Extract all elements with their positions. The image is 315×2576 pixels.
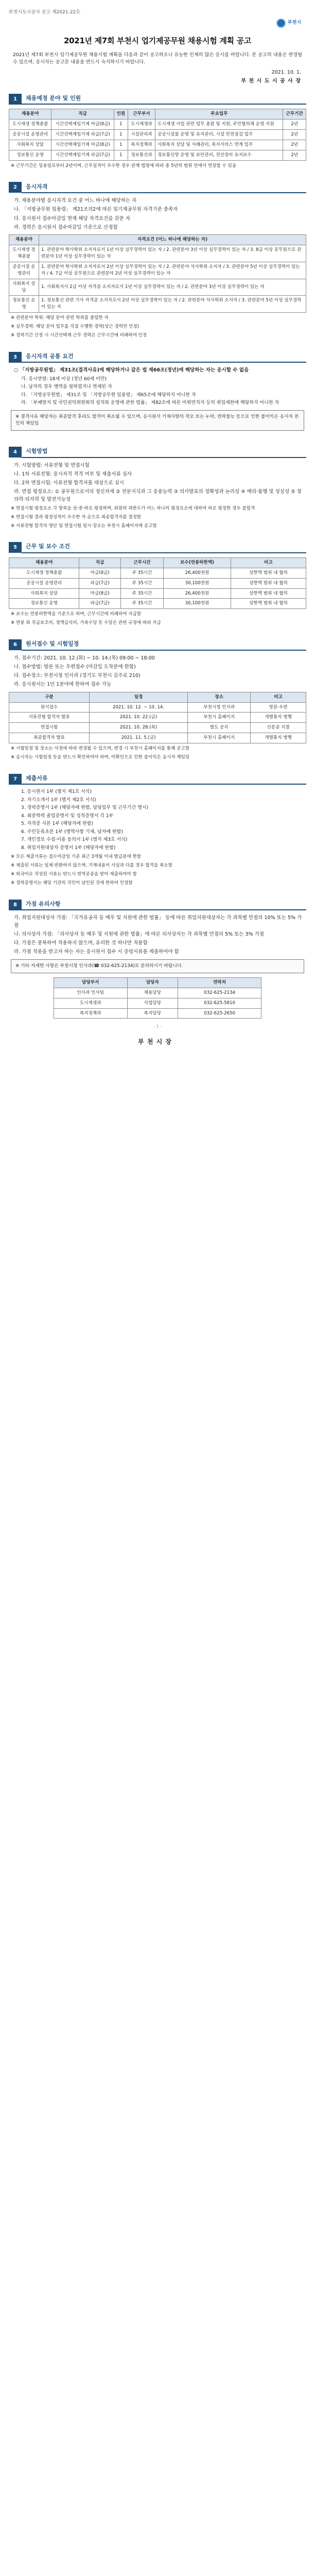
- list-item: 2. 자기소개서 1부 (별지 제2호 서식): [21, 797, 96, 803]
- table-cell: 부천시청 인사과: [188, 702, 251, 713]
- table-cell: 방문·우편: [251, 702, 306, 713]
- section-heading: 7 제출서류: [9, 773, 306, 785]
- table-cell: 개별통지 병행: [251, 733, 306, 743]
- common-requirement-lead: ○ 「지방공무원법」 제31조(결격사유)에 해당하거나 같은 법 제66조(정년)에 해당하는 자는 응시할 수 없음: [14, 367, 249, 374]
- section-heading: 1 채용예정 분야 및 인원: [9, 93, 306, 105]
- list-item: 가. 취업지원대상자 가점: 「국가유공자 등 예우 및 지원에 관한 법률」 등에 따른 취업지원대상자는 각 과목별 만점의 10% 또는 5% 가점: [14, 915, 302, 928]
- table-cell: 30,100천원: [164, 578, 231, 588]
- table-row: [9, 140, 306, 150]
- list-item: 다. 접수장소: 부천시청 인사과 (경기도 부천시 길주로 210): [14, 673, 141, 679]
- column-header: 주요업무: [155, 109, 283, 120]
- table-cell: 별도 공지: [188, 723, 251, 733]
- schedule-table: [9, 692, 306, 743]
- list-item: 다. 응시원서 접수마감일 현재 해당 자격요건을 갖춘 자: [14, 215, 131, 222]
- table-cell: 2021. 10. 12. ~ 10. 14.: [90, 702, 188, 713]
- table-cell: 시간선택제임기제 마급(8급): [51, 120, 114, 130]
- note-line: ※ 보수는 연봉하한액을 기준으로 하며, 근무시간에 비례하여 지급함: [11, 612, 142, 617]
- table-cell: 개별통지 병행: [251, 713, 306, 723]
- table-cell: 원서접수: [9, 702, 90, 713]
- table-cell: 공공시설물 운영 및 유지관리, 시설 안전점검 업무: [155, 130, 283, 140]
- logo-text: 부천시: [287, 20, 301, 25]
- table-cell: 시설관리과: [128, 130, 155, 140]
- table-cell: 사회복지 상담: [9, 588, 79, 599]
- table-cell: 주 35시간: [120, 568, 163, 578]
- disqualification-box: ※ 결격사유 해당자는 최종합격 후라도 합격이 취소될 수 있으며, 응시원서 기재사항의 착오 또는 누락, 연락불능 등으로 인한 불이익은 응시자 본인의 책임임: [11, 410, 304, 431]
- table-cell: 상한액 범위 내 협의: [231, 568, 306, 578]
- note-line: ※ 실무경력: 해당 분야 업무를 직접 수행한 경력(상근 경력만 인정): [11, 324, 139, 330]
- salary-table: [9, 557, 306, 609]
- table-cell: 상한액 범위 내 협의: [231, 599, 306, 609]
- table-cell: 2년: [283, 140, 306, 150]
- list-item: 가. 응시연령: 18세 이상 (정년 60세 미만): [21, 376, 107, 382]
- list-item: 라. 「부패방지 및 국민권익위원회의 설치와 운영에 관한 법률」 제82조에 따른 비위면직자 등의 취업제한에 해당하지 아니한 자: [21, 400, 279, 406]
- column-header: 연락처: [178, 977, 261, 988]
- list-item: 라. 응시원서는 1인 1분야에 한하여 접수 가능: [14, 682, 112, 688]
- table-cell: 인사과 인사팀: [54, 988, 127, 998]
- column-header: 비고: [231, 557, 306, 568]
- note-line: ※ 연봉 외 직급보조비, 정액급식비, 가족수당 등 수당은 관련 규정에 따라 지급: [11, 620, 161, 626]
- note-line: ※ 서류전형 합격자 명단 및 면접시험 일시·장소는 부천시 홈페이지에 공고함: [11, 523, 157, 529]
- table-cell: 채용담당: [127, 988, 178, 998]
- table-cell: 2021. 10. 22.(금): [90, 713, 188, 723]
- column-header: 근무시간: [120, 557, 163, 568]
- column-header: 담당부서: [54, 977, 127, 988]
- table-row: [9, 723, 306, 733]
- table-cell: 1. 관련분야 학사학위 소지자로서 1년 이상 실무경력이 있는 자 / 2. 관련분야 3년 이상 실무경력이 있는 자 / 3. 8급 이상 공무원으로 관련분야 1년 이상 실무경력이 있는 자: [39, 245, 306, 262]
- table-cell: 주 35시간: [120, 599, 163, 609]
- column-header: 일정: [90, 692, 188, 702]
- table-row: [9, 130, 306, 140]
- column-header: 직급: [51, 109, 114, 120]
- table-cell: 정보통신과: [128, 150, 155, 160]
- table-cell: 공공시설 운영관리: [9, 578, 79, 588]
- list-item: 다. 「지방공무원법」 제31조 및 「지방공무원 임용령」 제65조에 해당하지 아니한 자: [21, 392, 196, 398]
- table-cell: 서류전형 합격자 발표: [9, 713, 90, 723]
- table-row: [54, 988, 261, 998]
- qualification-table: [9, 234, 306, 313]
- list-item: 나. 의사상자 가점: 「의사상자 등 예우 및 지원에 관한 법률」에 따른 의사상자는 각 과목별 만점의 5% 또는 3% 가점: [14, 931, 264, 937]
- table-cell: 마급(8급): [79, 588, 120, 599]
- table-cell: 사회복지 상담 및 사례관리, 복지서비스 연계 업무: [155, 140, 283, 150]
- table-cell: 신분증 지참: [251, 723, 306, 733]
- page-number: - 1 -: [153, 1024, 162, 1029]
- table-cell: 032-625-2650: [178, 1008, 261, 1019]
- list-item: 5. 자격증 사본 1부 (해당자에 한함): [21, 821, 93, 827]
- table-cell: 2년: [283, 130, 306, 140]
- list-item: 6. 주민등록초본 1부 (병역사항 기재, 남자에 한함): [21, 829, 123, 835]
- table-row: [9, 733, 306, 743]
- list-item: 4. 최종학력 졸업증명서 및 성적증명서 각 1부: [21, 813, 114, 819]
- table-row: [9, 296, 306, 313]
- note-line: ※ 면접시험 평정요소 각 항목을 상·중·하로 평정하며, 위원의 과반수가 어느 하나의 평정요소에 대하여 하로 평정한 경우 불합격: [11, 505, 255, 511]
- list-item: 나. 남자의 경우 병역을 필하였거나 면제된 자: [21, 384, 112, 390]
- issuing-agency: 부 천 시 도 시 공 사 장: [241, 78, 301, 84]
- notice-number: 부천시도시공사 공고 제2021-22호: [9, 10, 80, 15]
- table-cell: 최종합격자 발표: [9, 733, 90, 743]
- table-note: ※ 근무기간은 임용일로부터 2년이며, 근무실적이 우수한 경우 관계 법령에 따라 총 5년의 범위 안에서 연장할 수 있음: [11, 163, 237, 168]
- column-header: 보수(연봉하한액): [164, 557, 231, 568]
- note-line: ※ 면접시험 결과 평정성적이 우수한 자 순으로 최종합격자를 결정함: [11, 514, 142, 520]
- table-row: [9, 702, 306, 713]
- table-cell: 주 35시간: [120, 588, 163, 599]
- notice-intro: 2021년 제7회 부천시 임기제공무원 채용시험 계획을 다음과 같이 공고하오니 유능한 인재의 많은 응시를 바랍니다. 본 공고의 내용은 변경될 수 있으며, 응시자는 공고문 내용을 반드시 숙지하시기 바랍니다.: [13, 52, 302, 65]
- table-cell: 정보통신 운영: [9, 599, 79, 609]
- table-cell: 032-625-2134: [178, 988, 261, 998]
- table-row: [9, 568, 306, 578]
- table-cell: 도시재생과: [128, 120, 155, 130]
- section-heading: 3 응시자격 공통 요건: [9, 351, 306, 363]
- table-cell: 26,400천원: [164, 588, 231, 599]
- list-item: 1. 응시원서 1부 (별지 제1호 서식): [21, 789, 92, 795]
- notice-title: 2021년 제7회 부천시 업기제공무원 채용시험 계획 공고: [63, 36, 252, 45]
- table-row: [9, 150, 306, 160]
- table-cell: 시간선택제임기제 마급(8급): [51, 140, 114, 150]
- list-item: 나. 「지방공무원 임용령」 제21조의2에 따른 임기제공무원 자격기준 충족자: [14, 207, 178, 213]
- table-cell: 면접시험: [9, 723, 90, 733]
- table-cell: 공공시설 운영관리: [9, 262, 39, 279]
- table-cell: 상한액 범위 내 협의: [231, 588, 306, 599]
- column-header: 장소: [188, 692, 251, 702]
- column-header: 담당자: [127, 977, 178, 988]
- final-signature: 부 천 시 장: [138, 1038, 172, 1046]
- table-cell: 상한액 범위 내 협의: [231, 578, 306, 588]
- table-cell: 시간선택제임기제 라급(7급): [51, 130, 114, 140]
- table-cell: 사회복지 상담: [9, 279, 39, 296]
- list-item: 나. 접수방법: 방문 또는 우편접수 (마감일 도착분에 한함): [14, 664, 136, 670]
- agency-logo: [9, 19, 301, 28]
- note-line: ※ 관련분야 학위: 해당 분야 관련 학과를 졸업한 자: [11, 315, 109, 321]
- list-item: 라. 면접 평정요소: ① 공무원으로서의 정신자세 ② 전문지식과 그 응용능력 ③ 의사발표의 정확성과 논리성 ④ 예의·품행 및 성실성 ⑤ 창의력·의지력 및 발전가능성: [14, 489, 302, 502]
- note-line: ※ 응시자는 시험일정 등을 반드시 확인하여야 하며, 미확인으로 인한 불이익은 응시자 책임임: [11, 755, 190, 760]
- note-line: ※ 제출된 서류는 일체 반환하지 않으며, 기재내용이 사실과 다를 경우 합격을 취소함: [11, 863, 172, 869]
- table-cell: 2021. 11. 5.(금): [90, 733, 188, 743]
- table-cell: 26,400천원: [164, 568, 231, 578]
- section-heading: 5 근무 및 보수 조건: [9, 541, 306, 553]
- table-cell: 도시재생 사업 관련 업무 총괄 및 지원, 주민협의체 운영 지원: [155, 120, 283, 130]
- table-cell: 부천시 홈페이지: [188, 733, 251, 743]
- table-cell: 1. 관련분야 학사학위 소지자로서 2년 이상 실무경력이 있는 자 / 2. 관련분야 석사학위 소지자 / 3. 관련분야 5년 이상 실무경력이 있는 자 / 4. 7급 이상 공무원으로 관련분야 2년 이상 실무경력이 있는 자: [39, 262, 306, 279]
- list-item: 다. 가점은 중복하여 적용하지 않으며, 유리한 것 하나만 적용함: [14, 940, 148, 946]
- list-item: 8. 취업지원대상자 증명서 1부 (해당자에 한함): [21, 845, 116, 851]
- table-cell: 1. 정보통신 관련 기사 자격증 소지자로서 2년 이상 실무경력이 있는 자 / 2. 관련분야 석사학위 소지자 / 3. 관련분야 5년 이상 실무경력이 있는 자: [39, 296, 306, 313]
- table-cell: 032-625-5810: [178, 998, 261, 1008]
- column-header: 비고: [251, 692, 306, 702]
- table-cell: 복지담당: [127, 1008, 178, 1019]
- note-line: ※ 경력기간 산정 시 시간선택제 근무 경력은 근무시간에 비례하여 인정: [11, 332, 147, 338]
- column-header: 인원: [114, 109, 128, 120]
- table-cell: 도시재생과: [54, 998, 127, 1008]
- table-row: [9, 262, 306, 279]
- note-line: ※ 모든 제출서류는 접수마감일 기준 최근 3개월 이내 발급분에 한함: [11, 854, 142, 860]
- table-row: [9, 578, 306, 588]
- table-row: [54, 998, 261, 1008]
- table-row: [9, 588, 306, 599]
- recruitment-table: [9, 109, 306, 160]
- column-header: 채용분야: [9, 557, 79, 568]
- list-item: 라. 경력은 응시원서 접수마감일 기준으로 산정함: [14, 224, 118, 230]
- table-cell: 정보통신 운영: [9, 150, 51, 160]
- table-cell: 도시재생 정책총괄: [9, 120, 51, 130]
- list-item: 나. 1차 서류전형: 응시자격 적격 여부 및 제출서류 심사: [14, 471, 132, 477]
- notice-document: [9, 0, 306, 1064]
- list-item: 다. 2차 면접시험: 서류전형 합격자를 대상으로 실시: [14, 480, 124, 486]
- table-cell: 마급(8급): [79, 568, 120, 578]
- table-cell: 라급(7급): [79, 599, 120, 609]
- section-heading: 8 가점 유의사항: [9, 899, 306, 911]
- table-cell: 사회복지 상담: [9, 140, 51, 150]
- contact-table: [54, 977, 262, 1019]
- list-item: 가. 접수기간: 2021. 10. 12.(화) ~ 10. 14.(목) 09:00 ~ 18:00: [14, 655, 155, 661]
- notice-date: 2021. 10. 1.: [271, 69, 301, 75]
- table-cell: 부천시 홈페이지: [188, 713, 251, 723]
- table-cell: 도시재생 정책총괄: [9, 568, 79, 578]
- section-heading: 2 응시자격: [9, 182, 306, 194]
- section-heading: 4 시험방법: [9, 446, 306, 458]
- table-row: [9, 599, 306, 609]
- list-item: 3. 경력증명서 1부 (해당자에 한함, 담당업무 및 근무기간 명시): [21, 805, 149, 811]
- city-emblem-icon: [276, 19, 286, 28]
- table-cell: 정보통신망 운영 및 보안관리, 전산장비 유지보수: [155, 150, 283, 160]
- list-item: 라. 가점 적용을 받고자 하는 자는 응시원서 접수 시 증빙서류를 제출하여야 함: [14, 949, 179, 955]
- note-line: ※ 경력증명서는 해당 기관의 직인이 날인된 것에 한하여 인정함: [11, 880, 133, 886]
- table-cell: 1. 사회복지사 2급 이상 자격증 소지자로서 1년 이상 실무경력이 있는 자 / 2. 관련분야 3년 이상 실무경력이 있는 자: [39, 279, 306, 296]
- note-line: ※ 외국어로 작성된 서류는 반드시 번역공증을 받아 제출하여야 함: [11, 872, 137, 877]
- column-header: 근무부서: [128, 109, 155, 120]
- table-cell: 30,100천원: [164, 599, 231, 609]
- table-cell: 1: [114, 140, 128, 150]
- table-cell: 주 35시간: [120, 578, 163, 588]
- column-header: 자격요건 (어느 하나에 해당하는 자): [39, 235, 306, 245]
- table-cell: 도시재생 정책총괄: [9, 245, 39, 262]
- table-cell: 2021. 10. 28.(목): [90, 723, 188, 733]
- table-cell: 2년: [283, 150, 306, 160]
- table-cell: 복지정책과: [128, 140, 155, 150]
- list-item: 7. 개인정보 수집·이용 동의서 1부 (별지 제3호 서식): [21, 837, 128, 843]
- table-cell: 1: [114, 120, 128, 130]
- table-cell: 사업담당: [127, 998, 178, 1008]
- note-line: ※ 시험일정 및 장소는 사정에 따라 변경될 수 있으며, 변경 시 부천시 홈페이지를 통해 공고함: [11, 746, 190, 752]
- list-item: 가. 채용분야별 응시자격 요건 중 어느 하나에 해당하는 자: [14, 198, 137, 204]
- inquiry-box: ※ 기타 자세한 사항은 부천시청 인사과(☎ 032-625-2134)로 문의하시기 바랍니다.: [11, 959, 304, 973]
- section-heading: 6 원서접수 및 시험일정: [9, 639, 306, 651]
- table-cell: 1: [114, 130, 128, 140]
- table-row: [9, 245, 306, 262]
- column-header: 구분: [9, 692, 90, 702]
- table-cell: 정보통신 운영: [9, 296, 39, 313]
- table-cell: 라급(7급): [79, 578, 120, 588]
- table-row: [54, 1008, 261, 1019]
- table-row: [9, 120, 306, 130]
- table-cell: 복지정책과: [54, 1008, 127, 1019]
- table-cell: 공공시설 운영관리: [9, 130, 51, 140]
- column-header: 채용분야: [9, 109, 51, 120]
- column-header: 채용분야: [9, 235, 39, 245]
- table-cell: 2년: [283, 120, 306, 130]
- table-row: [9, 279, 306, 296]
- table-cell: 1: [114, 150, 128, 160]
- list-item: 가. 시험방법: 서류전형 및 면접시험: [14, 462, 90, 468]
- column-header: 근무기간: [283, 109, 306, 120]
- table-cell: 시간선택제임기제 라급(7급): [51, 150, 114, 160]
- column-header: 직급: [79, 557, 120, 568]
- table-row: [9, 713, 306, 723]
